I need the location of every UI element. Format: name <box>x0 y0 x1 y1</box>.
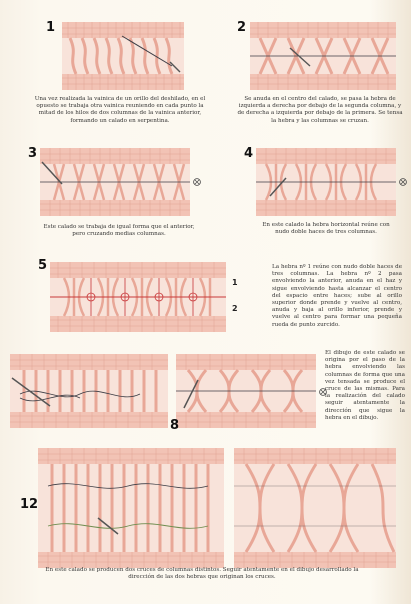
step-4-illustration <box>256 148 396 216</box>
step-12-number: 12 <box>20 497 39 512</box>
step-2-caption: Se anuda en el centro del calado, se pasa la hebra de izquierda a derecha por debajo de la segunda columna, y de derecha a izquierda por debajo de la primera. Se tensa la hebra y las columnas se cruzan. <box>237 96 403 124</box>
step-12-caption: En este calado se producen dos cruces de columnas distintos. Seguir atentamente en el dibujo desarrollado la dirección de las dos hebras que originan los cruces. <box>45 567 359 581</box>
step-1-caption: Una vez realizada la vainica de un orillo del deshilado, en el opuesto se trabaja otra vainica reuniendo en cada punto la mitad de los hilos de dos columnas de la vainica anterior, formando un calado en serpentina. <box>34 96 206 124</box>
step-8-left-illustration <box>10 354 168 428</box>
step-5-illustration <box>50 262 226 332</box>
step-1-illustration <box>62 22 184 90</box>
step-2-illustration <box>250 22 396 90</box>
step-3-number: 3 <box>28 146 38 161</box>
step-5-caption: La hebra nº 1 reúne con nudo doble haces de tres columnas. La hebra nº 2 pasa envolviendo la anterior, anuda en el haz y sigue envolviendo hasta alcanzar el centro del espacio entre haces; sube al orillo superior donde prende y vuelve al centro, anuda y baja al orillo inferior, prende y vuelve al centro para formar una pequeña rueda de punto zurcido. <box>272 264 402 328</box>
step-4-end-knot-icon <box>398 177 408 187</box>
step-3-caption: Este calado se trabaja de igual forma que el anterior, pero cruzando medias columnas. <box>43 224 195 238</box>
step-3-illustration <box>40 148 190 216</box>
step-8-right-illustration <box>176 354 316 428</box>
step-8-caption: El dibujo de este calado se origina por el paso de la hebra envolviendo las columnas de forma que una vez tensada se produce el cruce de las mismas. Para la realización del calado seguir atentamente la dirección que sigue la hebra en el dibujo. <box>325 350 405 421</box>
step-12-left-illustration <box>38 448 224 568</box>
step-1-number: 1 <box>46 20 56 35</box>
step-2-number: 2 <box>237 20 247 35</box>
step-12-right-illustration <box>234 448 396 568</box>
step-4-caption: En este calado la hebra horizontal reúne con nudo doble haces de tres columnas. <box>262 222 390 236</box>
step-5-number: 5 <box>38 258 48 273</box>
step-4-number: 4 <box>244 146 254 161</box>
marker-2-label: 2 <box>232 304 238 313</box>
marker-1-label: 1 <box>232 278 238 287</box>
step-3-end-knot-icon <box>192 177 202 187</box>
step-8-number: 8 <box>170 418 180 433</box>
